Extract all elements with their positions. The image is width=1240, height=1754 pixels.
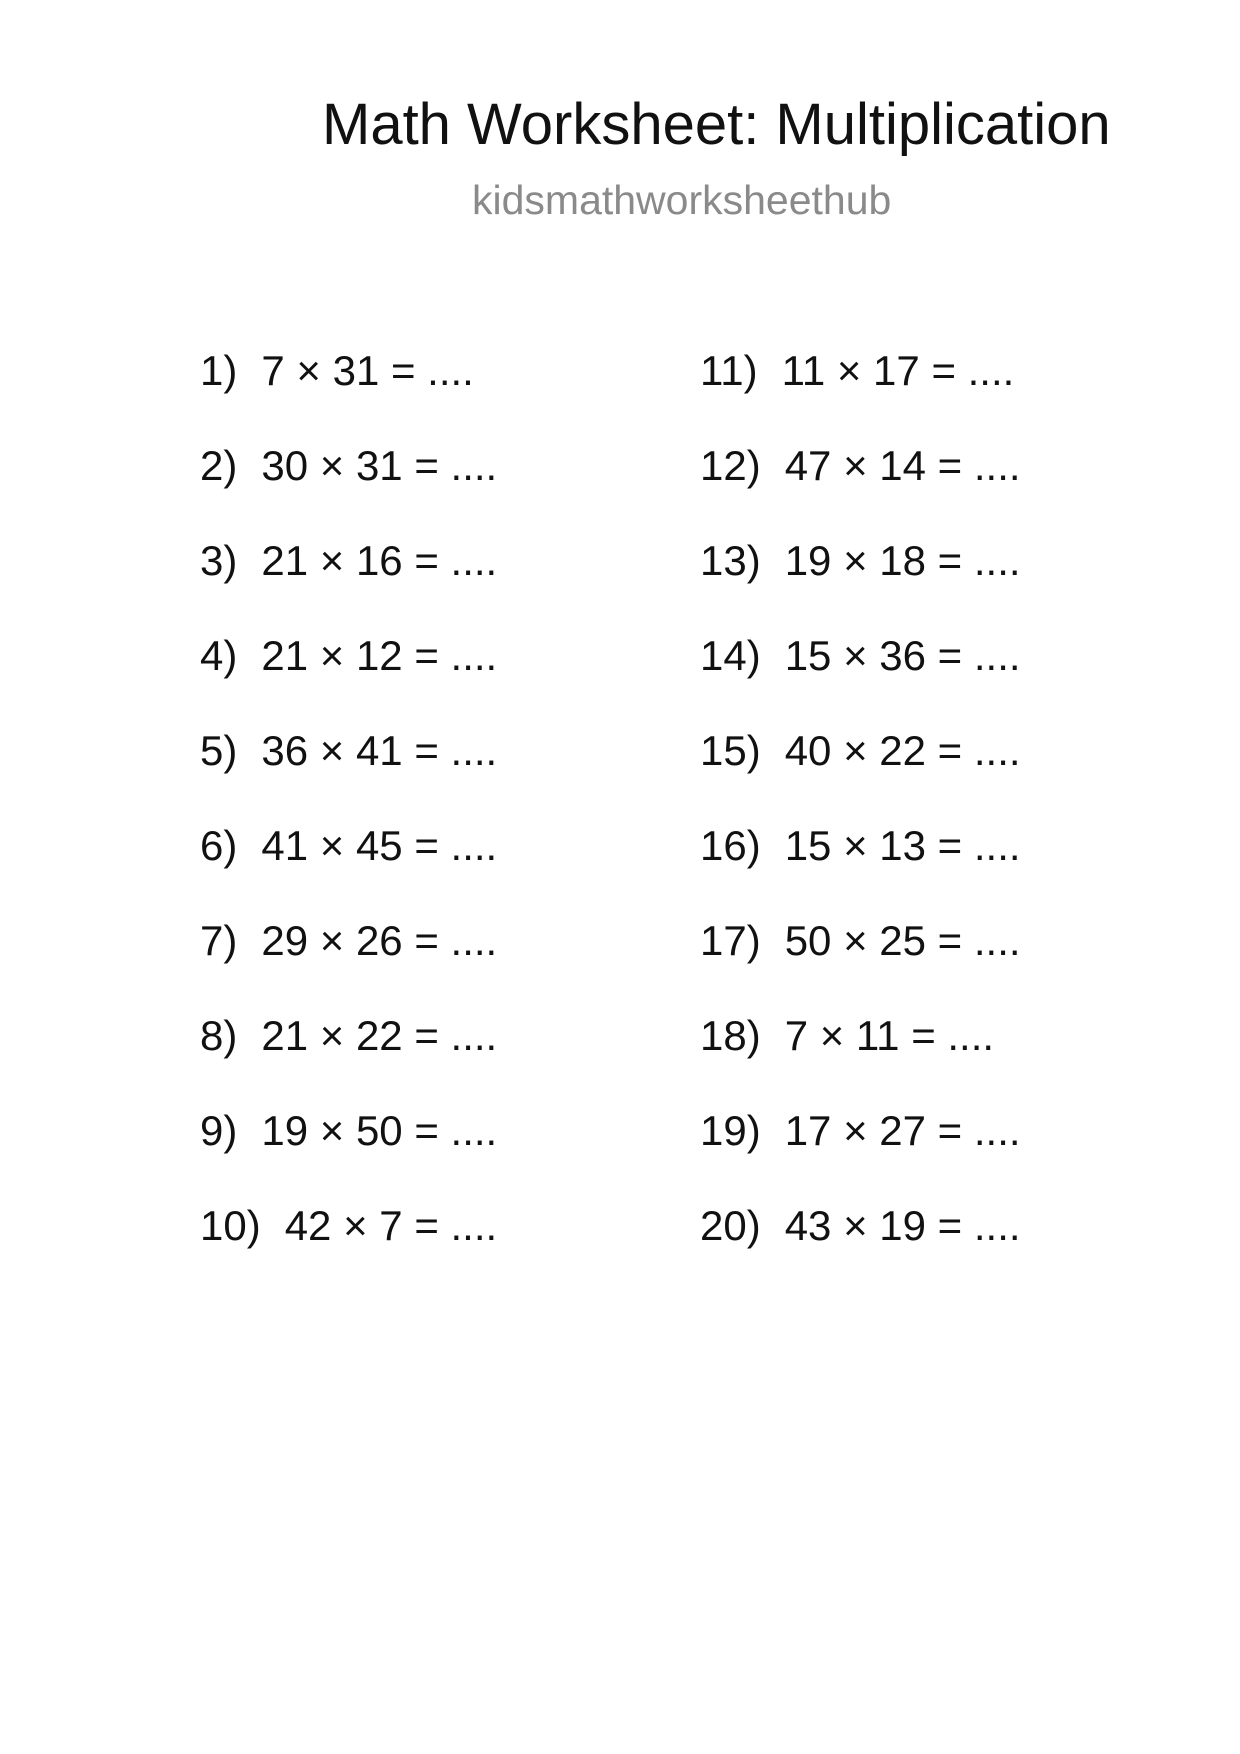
problem-expression: 36 × 41 = .... [261,727,498,774]
problem-expression: 21 × 16 = .... [261,537,498,584]
problem-item [200,1012,680,1110]
problem-number: 7) [200,917,238,964]
problem-expression: 21 × 22 = .... [261,1012,498,1059]
problem-expression: 19 × 50 = .... [261,1107,498,1154]
problem-number: 18) [700,1012,761,1059]
problem-item [200,442,680,540]
problem-expression: 19 × 18 = .... [784,537,1021,584]
problem-number: 13) [700,537,761,584]
problem-expression: 21 × 12 = .... [261,632,498,679]
problem-number: 20) [700,1202,761,1249]
problem-expression: 47 × 14 = .... [784,442,1021,489]
problem-number: 16) [700,822,761,869]
problem-item [200,537,680,635]
problem-expression: 30 × 31 = .... [261,442,498,489]
problem-expression: 41 × 45 = .... [261,822,498,869]
problem-number: 8) [200,1012,238,1059]
problem-item [200,347,680,445]
problem-number: 12) [700,442,761,489]
problem-number: 17) [700,917,761,964]
problem-number: 19) [700,1107,761,1154]
problem-expression: 17 × 27 = .... [784,1107,1021,1154]
problem-item [200,917,680,1015]
problem-item [700,1012,1180,1110]
problem-number: 9) [200,1107,238,1154]
problem-number: 10) [200,1202,261,1249]
problem-item [700,632,1180,730]
problem-number: 14) [700,632,761,679]
problem-expression: 42 × 7 = .... [284,1202,498,1249]
problem-list-right [700,347,1180,1300]
problem-item [200,822,680,920]
problem-expression: 15 × 36 = .... [784,632,1021,679]
problem-item [700,1107,1180,1205]
problem-item [700,347,1180,445]
problem-number: 3) [200,537,238,584]
problem-expression: 15 × 13 = .... [784,822,1021,869]
problem-item [200,727,680,825]
problem-item [700,442,1180,540]
problem-expression: 7 × 31 = .... [261,347,474,394]
problem-item [700,537,1180,635]
problem-number: 4) [200,632,238,679]
worksheet-subtitle: kidsmathworksheethub [472,177,892,223]
problem-item [200,1107,680,1205]
problem-number: 15) [700,727,761,774]
problem-expression: 40 × 22 = .... [784,727,1021,774]
problem-number: 1) [200,347,238,394]
problem-item [200,1202,680,1300]
problem-number: 6) [200,822,238,869]
problem-number: 5) [200,727,238,774]
problem-expression: 11 × 17 = .... [781,347,1015,394]
problem-expression: 29 × 26 = .... [261,917,498,964]
problem-expression: 7 × 11 = .... [784,1012,995,1059]
problem-expression: 50 × 25 = .... [784,917,1021,964]
problem-item [700,1202,1180,1300]
worksheet-title: Math Worksheet: Multiplication [322,92,1111,157]
problem-item [700,822,1180,920]
problem-number: 11) [700,347,758,394]
problem-item [200,632,680,730]
problem-item [700,727,1180,825]
problem-number: 2) [200,442,238,489]
problem-item [700,917,1180,1015]
problem-list-left [200,347,680,1300]
problem-expression: 43 × 19 = .... [784,1202,1021,1249]
